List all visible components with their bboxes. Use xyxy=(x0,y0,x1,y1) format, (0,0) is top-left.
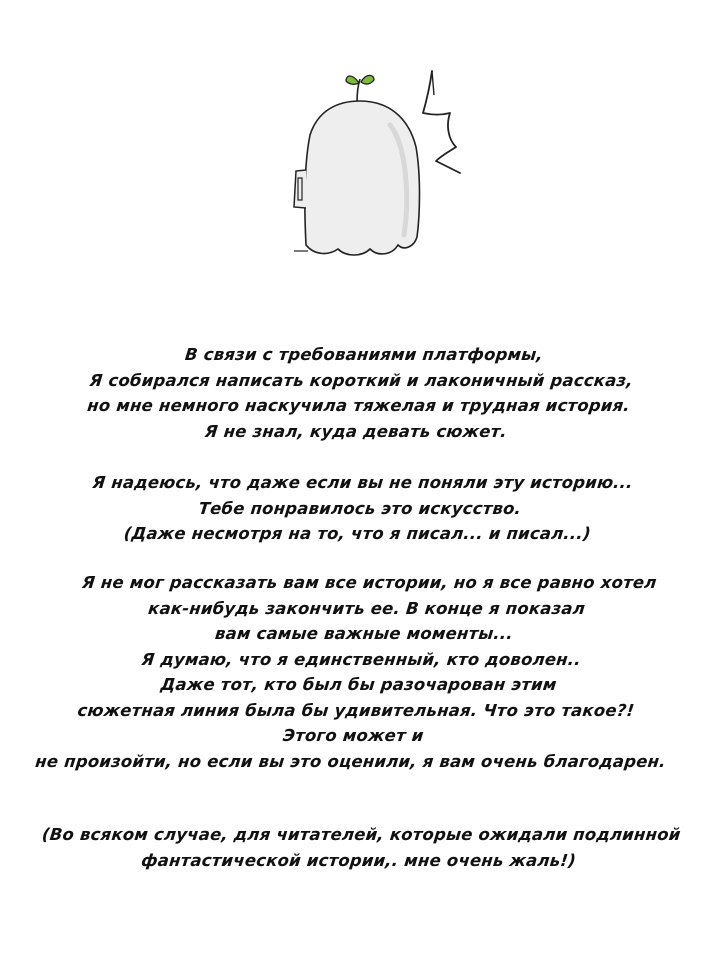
exclamation-burst-icon xyxy=(423,71,460,173)
text-line: но мне немного наскучила тяжелая и трудная история. xyxy=(86,396,631,415)
paragraph-3 xyxy=(0,570,720,774)
text-line: Я не знал, куда девать сюжет. xyxy=(203,421,509,441)
text-line: Этого может и xyxy=(282,726,425,745)
text-line: вам самые важные моменты... xyxy=(214,624,514,643)
text-line: сюжетная линия была бы удивительная. Что это такое?! xyxy=(76,700,636,720)
paragraph-2 xyxy=(0,470,720,547)
text-line: В связи с требованиями платформы, xyxy=(184,345,544,364)
illustration-svg xyxy=(280,55,490,270)
text-line: Я собирался написать короткий и лаконичный рассказ, xyxy=(88,370,634,390)
paragraph-4 xyxy=(0,822,720,873)
text-line: (Во всяком случае, для читателей, которые ожидали подлинной xyxy=(41,825,682,844)
text-line: Даже тот, кто был бы разочарован этим xyxy=(159,675,558,694)
illustration xyxy=(280,55,490,270)
text-line: фантастической истории,. мне очень жаль!) xyxy=(140,850,578,870)
text-line: (Даже несмотря на то, что я писал... и писал...) xyxy=(122,524,592,543)
paragraph-1 xyxy=(0,342,720,444)
text-line: Тебе понравилось это искусство. xyxy=(197,498,523,518)
text-line: Я надеюсь, что даже если вы не поняли эту историю... xyxy=(91,473,634,492)
text-line: Я не мог рассказать вам все истории, но я все равно хотел xyxy=(81,573,658,592)
text-line: не произойти, но если вы это оценили, я вам очень благодарен. xyxy=(34,751,667,771)
text-line: Я думаю, что я единственный, кто доволен.. xyxy=(140,649,582,669)
sprout-icon xyxy=(346,75,374,103)
text-line: как-нибудь закончить ее. В конце я показал xyxy=(147,598,587,618)
ghost-character-icon xyxy=(294,101,420,255)
